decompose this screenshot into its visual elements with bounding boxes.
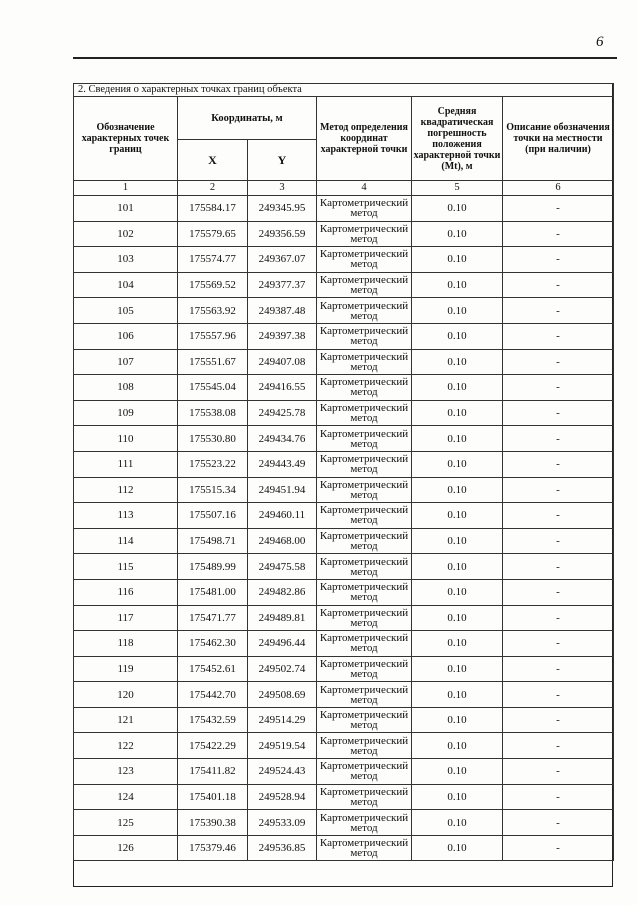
y-coordinate-cell: 249425.78 (248, 400, 317, 426)
x-coordinate-cell: 175481.00 (178, 579, 248, 605)
error-cell: 0.10 (412, 579, 503, 605)
x-coordinate-cell: 175442.70 (178, 682, 248, 708)
table-row (74, 759, 614, 785)
method-cell: Картометрический метод (317, 196, 412, 222)
method-cell: Картометрический метод (317, 400, 412, 426)
error-cell: 0.10 (412, 759, 503, 785)
header-description: Описание обозначения точки на местности (при наличии) (503, 97, 614, 181)
error-cell: 0.10 (412, 682, 503, 708)
point-id-cell: 110 (74, 426, 178, 452)
point-id-cell: 126 (74, 835, 178, 861)
table-row (74, 835, 614, 861)
point-id-cell: 125 (74, 810, 178, 836)
point-id-cell: 109 (74, 400, 178, 426)
error-cell: 0.10 (412, 426, 503, 452)
method-cell: Картометрический метод (317, 451, 412, 477)
x-coordinate-cell: 175411.82 (178, 759, 248, 785)
description-cell: - (503, 835, 614, 861)
error-cell: 0.10 (412, 323, 503, 349)
point-id-cell: 122 (74, 733, 178, 759)
method-cell: Картометрический метод (317, 605, 412, 631)
error-cell: 0.10 (412, 784, 503, 810)
y-coordinate-cell: 249468.00 (248, 528, 317, 554)
y-coordinate-cell: 249345.95 (248, 196, 317, 222)
y-coordinate-cell: 249387.48 (248, 298, 317, 324)
error-cell: 0.10 (412, 631, 503, 657)
description-cell: - (503, 784, 614, 810)
point-id-cell: 118 (74, 631, 178, 657)
y-coordinate-cell: 249443.49 (248, 451, 317, 477)
point-id-cell: 103 (74, 247, 178, 273)
point-id-cell: 116 (74, 579, 178, 605)
point-id-cell: 106 (74, 323, 178, 349)
method-cell: Картометрический метод (317, 528, 412, 554)
table-row (74, 221, 614, 247)
table-row (74, 784, 614, 810)
method-cell: Картометрический метод (317, 221, 412, 247)
y-coordinate-cell: 249482.86 (248, 579, 317, 605)
description-cell: - (503, 733, 614, 759)
description-cell: - (503, 221, 614, 247)
method-cell: Картометрический метод (317, 426, 412, 452)
column-number: 2 (178, 181, 248, 196)
error-cell: 0.10 (412, 247, 503, 273)
y-coordinate-cell: 249460.11 (248, 503, 317, 529)
error-cell: 0.10 (412, 196, 503, 222)
y-coordinate-cell: 249356.59 (248, 221, 317, 247)
x-coordinate-cell: 175545.04 (178, 375, 248, 401)
method-cell: Картометрический метод (317, 247, 412, 273)
y-coordinate-cell: 249496.44 (248, 631, 317, 657)
point-id-cell: 104 (74, 272, 178, 298)
error-cell: 0.10 (412, 554, 503, 580)
y-coordinate-cell: 249416.55 (248, 375, 317, 401)
y-coordinate-cell: 249377.37 (248, 272, 317, 298)
error-cell: 0.10 (412, 349, 503, 375)
table-row (74, 554, 614, 580)
description-cell: - (503, 375, 614, 401)
description-cell: - (503, 503, 614, 529)
method-cell: Картометрический метод (317, 759, 412, 785)
y-coordinate-cell: 249407.08 (248, 349, 317, 375)
method-cell: Картометрический метод (317, 733, 412, 759)
x-coordinate-cell: 175489.99 (178, 554, 248, 580)
column-number: 4 (317, 181, 412, 196)
y-coordinate-cell: 249533.09 (248, 810, 317, 836)
header-x: X (178, 140, 248, 181)
y-coordinate-cell: 249434.76 (248, 426, 317, 452)
point-id-cell: 114 (74, 528, 178, 554)
method-cell: Картометрический метод (317, 631, 412, 657)
x-coordinate-cell: 175379.46 (178, 835, 248, 861)
x-coordinate-cell: 175538.08 (178, 400, 248, 426)
point-id-cell: 121 (74, 707, 178, 733)
description-cell: - (503, 579, 614, 605)
method-cell: Картометрический метод (317, 579, 412, 605)
error-cell: 0.10 (412, 656, 503, 682)
header-y: Y (248, 140, 317, 181)
point-id-cell: 102 (74, 221, 178, 247)
column-number: 3 (248, 181, 317, 196)
y-coordinate-cell: 249524.43 (248, 759, 317, 785)
x-coordinate-cell: 175452.61 (178, 656, 248, 682)
page-number: 6 (596, 34, 604, 50)
column-number: 5 (412, 181, 503, 196)
x-coordinate-cell: 175498.71 (178, 528, 248, 554)
method-cell: Картометрический метод (317, 810, 412, 836)
x-coordinate-cell: 175584.17 (178, 196, 248, 222)
point-id-cell: 108 (74, 375, 178, 401)
description-cell: - (503, 707, 614, 733)
y-coordinate-cell: 249367.07 (248, 247, 317, 273)
x-coordinate-cell: 175574.77 (178, 247, 248, 273)
error-cell: 0.10 (412, 298, 503, 324)
description-cell: - (503, 810, 614, 836)
description-cell: - (503, 349, 614, 375)
description-cell: - (503, 528, 614, 554)
x-coordinate-cell: 175579.65 (178, 221, 248, 247)
x-coordinate-cell: 175551.67 (178, 349, 248, 375)
x-coordinate-cell: 175471.77 (178, 605, 248, 631)
method-cell: Картометрический метод (317, 323, 412, 349)
point-id-cell: 120 (74, 682, 178, 708)
x-coordinate-cell: 175462.30 (178, 631, 248, 657)
table-row (74, 477, 614, 503)
error-cell: 0.10 (412, 528, 503, 554)
method-cell: Картометрический метод (317, 835, 412, 861)
header-method: Метод определения координат характерной точки (317, 97, 412, 181)
y-coordinate-cell: 249528.94 (248, 784, 317, 810)
column-number: 1 (74, 181, 178, 196)
method-cell: Картометрический метод (317, 503, 412, 529)
table-row (74, 682, 614, 708)
description-cell: - (503, 605, 614, 631)
boundary-points-table (73, 83, 614, 861)
y-coordinate-cell: 249475.58 (248, 554, 317, 580)
table-row (74, 707, 614, 733)
table-row (74, 247, 614, 273)
table-row (74, 400, 614, 426)
x-coordinate-cell: 175557.96 (178, 323, 248, 349)
method-cell: Картометрический метод (317, 349, 412, 375)
table-row (74, 605, 614, 631)
point-id-cell: 105 (74, 298, 178, 324)
y-coordinate-cell: 249489.81 (248, 605, 317, 631)
description-cell: - (503, 451, 614, 477)
header-coordinates: Координаты, м (178, 97, 317, 140)
error-cell: 0.10 (412, 810, 503, 836)
method-cell: Картометрический метод (317, 477, 412, 503)
table-body (74, 196, 614, 861)
error-cell: 0.10 (412, 451, 503, 477)
table-row (74, 196, 614, 222)
method-cell: Картометрический метод (317, 707, 412, 733)
table-row (74, 810, 614, 836)
method-cell: Картометрический метод (317, 656, 412, 682)
table-row (74, 272, 614, 298)
description-cell: - (503, 323, 614, 349)
y-coordinate-cell: 249451.94 (248, 477, 317, 503)
description-cell: - (503, 400, 614, 426)
table-row (74, 733, 614, 759)
method-cell: Картометрический метод (317, 784, 412, 810)
x-coordinate-cell: 175523.22 (178, 451, 248, 477)
error-cell: 0.10 (412, 733, 503, 759)
description-cell: - (503, 272, 614, 298)
error-cell: 0.10 (412, 503, 503, 529)
x-coordinate-cell: 175401.18 (178, 784, 248, 810)
table-row (74, 451, 614, 477)
description-cell: - (503, 656, 614, 682)
point-id-cell: 112 (74, 477, 178, 503)
description-cell: - (503, 631, 614, 657)
table-row (74, 631, 614, 657)
point-id-cell: 124 (74, 784, 178, 810)
error-cell: 0.10 (412, 605, 503, 631)
y-coordinate-cell: 249514.29 (248, 707, 317, 733)
description-cell: - (503, 426, 614, 452)
table-row (74, 323, 614, 349)
x-coordinate-cell: 175507.16 (178, 503, 248, 529)
x-coordinate-cell: 175530.80 (178, 426, 248, 452)
table-row (74, 528, 614, 554)
error-cell: 0.10 (412, 707, 503, 733)
table-row (74, 579, 614, 605)
method-cell: Картометрический метод (317, 298, 412, 324)
description-cell: - (503, 247, 614, 273)
x-coordinate-cell: 175515.34 (178, 477, 248, 503)
table-row (74, 298, 614, 324)
y-coordinate-cell: 249536.85 (248, 835, 317, 861)
error-cell: 0.10 (412, 835, 503, 861)
point-id-cell: 101 (74, 196, 178, 222)
y-coordinate-cell: 249519.54 (248, 733, 317, 759)
error-cell: 0.10 (412, 272, 503, 298)
error-cell: 0.10 (412, 221, 503, 247)
header-rule (73, 57, 617, 59)
point-id-cell: 117 (74, 605, 178, 631)
table-row (74, 656, 614, 682)
x-coordinate-cell: 175422.29 (178, 733, 248, 759)
column-number-row (74, 181, 614, 196)
method-cell: Картометрический метод (317, 554, 412, 580)
method-cell: Картометрический метод (317, 682, 412, 708)
y-coordinate-cell: 249508.69 (248, 682, 317, 708)
point-id-cell: 111 (74, 451, 178, 477)
header-error: Средняя квадратическая погрешность положения характерной точки (Mt), м (412, 97, 503, 181)
table-row (74, 503, 614, 529)
point-id-cell: 107 (74, 349, 178, 375)
error-cell: 0.10 (412, 400, 503, 426)
y-coordinate-cell: 249397.38 (248, 323, 317, 349)
point-id-cell: 123 (74, 759, 178, 785)
description-cell: - (503, 477, 614, 503)
column-number: 6 (503, 181, 614, 196)
description-cell: - (503, 759, 614, 785)
section-title: 2. Сведения о характерных точках границ объекта (74, 84, 614, 97)
table-row (74, 375, 614, 401)
header-designation: Обозначение характерных точек границ (74, 97, 178, 181)
x-coordinate-cell: 175432.59 (178, 707, 248, 733)
description-cell: - (503, 196, 614, 222)
error-cell: 0.10 (412, 477, 503, 503)
description-cell: - (503, 682, 614, 708)
point-id-cell: 113 (74, 503, 178, 529)
table-row (74, 349, 614, 375)
description-cell: - (503, 554, 614, 580)
point-id-cell: 115 (74, 554, 178, 580)
table-row (74, 426, 614, 452)
x-coordinate-cell: 175569.52 (178, 272, 248, 298)
point-id-cell: 119 (74, 656, 178, 682)
error-cell: 0.10 (412, 375, 503, 401)
method-cell: Картометрический метод (317, 375, 412, 401)
x-coordinate-cell: 175563.92 (178, 298, 248, 324)
method-cell: Картометрический метод (317, 272, 412, 298)
description-cell: - (503, 298, 614, 324)
y-coordinate-cell: 249502.74 (248, 656, 317, 682)
x-coordinate-cell: 175390.38 (178, 810, 248, 836)
